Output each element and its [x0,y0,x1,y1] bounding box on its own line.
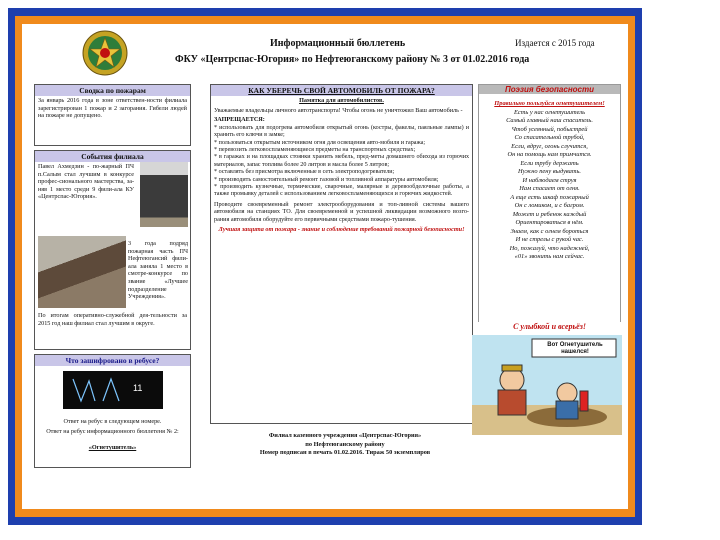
poem-line: Нужно пену выдувать. [518,168,581,175]
poetry-lead: Правильно пользуйся огнетушителем! [494,100,605,107]
firefighter-photo [140,162,188,227]
border-top-blue [8,8,642,16]
border-top-orange [15,16,635,24]
rebus-prev-answer: Ответ на ребус информационного бюллетеня № 2: [46,428,179,435]
rebus-answer-line: Ответ на ребус в следующем номере. [63,418,162,425]
rebus-prev-word: «Огнетушитель» [88,444,137,451]
humor-banner: С улыбкой и всерьёз! [478,322,621,331]
border-left-blue [8,8,15,525]
poem-line: «01» звонить нам сейчас. [514,253,585,260]
memo-item: * производить кузнечные, термические, сварочные, малярные и деревообделочные работы, а также промывку деталей с использованием легковоспламеняющихся и горючих жидкостей. [214,184,469,198]
car-safety-box [210,84,473,424]
border-right-orange [628,16,635,517]
poem-line: Самый главный наш спаситель. [506,117,593,124]
memo-closing: Лучшая защита от пожара - знание и соблюдение требований пожарной безопасности! [218,225,465,233]
poem-lines [479,109,620,262]
poem-line: Может и ребенок каждый [512,210,587,218]
rebus-box [34,354,191,468]
memo-intro: Уважаемые владельцы личного автотранспорта! Чтобы огонь не уничтожил Ваш автомобиль - [214,106,463,114]
branch-events-banner: События филиала [35,151,190,162]
footer-line-3: Номер подписан в печать 01.02.2016. Тираж 50 экземпляров [259,449,431,456]
footer [210,432,480,458]
cartoon-speech-bubble: Вот Огнетушитель нашелся! [547,342,603,355]
footer-line-2: по Нефтеюганскому району [305,440,385,448]
footer-line-1: Филиал казенного учреждения «Центрспас-Югория» [268,432,422,439]
memo-forbidden: ЗАПРЕЩАЕТСЯ: [214,116,265,124]
poem-line: И не стрелы с рукой час. [515,236,584,243]
poem-line: Чтоб усеянный, побыстрей [511,125,588,133]
poem-line: Есть у нас огнетушитель [513,108,585,116]
memo-item: * производить самостоятельный ремонт газовой и топливной аппаратуры автомобиля; [214,176,439,183]
branch-events-text-1: Павел Ахмедзин - по-жарный ПЧ п.Салым стал лучшим в конкурсе профес-сионального мастерства, за-няв 1 место среди 9 фили-ала КУ «Центрспас-Югория». [38,163,134,201]
border-left-orange [15,16,22,517]
office-photo [38,236,126,308]
fires-summary-box [34,84,191,146]
poem-line: Со спасательной трубой, [514,134,585,141]
memo-title: Памятка для автомобилистов. [299,97,384,104]
poetry-banner: Поэзия безопасности [479,85,620,94]
poem-line: Если трубу держать [520,159,579,167]
poem-line: И наблюдаем струя [522,176,577,184]
poem-line: Знаем, как с огнем бороться [510,227,589,235]
poem-line: Он на помощь нам примчится. [507,151,592,158]
memo-item: * перевозить легковоспламеняющиеся предметы на транспортных средствах; [214,147,416,153]
emblem-icon [82,30,128,76]
branch-events-text-2: 3 года подряд пожарная часть ПЧ Нефтеюгансий фили-ала заняла 1 место в смотре-конкурсе по звание «Лучшее подразделение Учреждения». [128,240,188,301]
border-right-blue [635,8,642,525]
poem-line: Он с ломиком, и с багром. [514,202,585,209]
fires-summary-banner: Сводка по пожарам [35,85,190,96]
memo-item: * в гаражах и на площадках стоянки хранить мебель, пред-меты домашнего обихода из горючих материалов, запас топлива более 20 литров и масла более 5 литров; [214,154,469,168]
rebus-banner: Что зашифровано в ребусе? [35,355,190,366]
issued-since: Издается с 2015 года [515,38,595,48]
branch-events-text-3: По итогам оперативно-служебной дея-тельности за 2015 год наш филиал стал лучшим в округе. [38,312,187,327]
memo-item: * пользоваться открытым источником огня для освещения авто-мобиля и гаража; [214,139,426,146]
memo-items-list [211,125,472,200]
rebus-numbers: 11 [133,383,143,393]
memo-item: * использовать для подогрева автомобиля открытый огонь (костры, факелы, паяльные лампы) и хранить его ключи в замке; [214,124,469,139]
memo-item: * оставлять без присмотра включенные в сеть электроподогреватели; [214,169,395,176]
car-safety-banner: КАК УБЕРЕЧЬ СВОЙ АВТОМОБИЛЬ ОТ ПОЖАРА? [211,85,472,96]
poem-line: А еще есть шкаф пожарный [510,193,589,201]
poetry-box [478,84,621,330]
newsletter-subtitle: ФКУ «Центрспас-Югория» по Нефтеюганскому району № 3 от 01.02.2016 года [175,54,530,65]
poem-line: Но, пожалуй, что надежней, [509,244,590,252]
poem-line: Если, вдруг, огонь случится, [511,142,588,150]
memo-note: Проводите своевременный ремонт электрооборудования и топ-ливной системы вашего автомобиля на станциях ТО. Для своевременной и успешной ликвидации возможного возго-рания автомобиля оборудуйте его первичными средствами пожаро-тушения. [214,200,469,224]
poem-line: Нам спасает от огня. [519,185,580,192]
border-bottom-blue [8,517,642,525]
rebus-image [63,371,163,409]
poem-line: Ориентироваться в нём. [515,219,584,226]
border-bottom-orange [15,509,635,517]
fires-summary-text: За январь 2016 года в зоне ответствен-ности филиала зарегистрирован 1 пожар и 2 загорания. Гибели людей на пожаре не допущено. [38,97,187,120]
newsletter-title: Информационный бюллетень [270,38,406,49]
rebus-sketch-icon [63,371,163,409]
